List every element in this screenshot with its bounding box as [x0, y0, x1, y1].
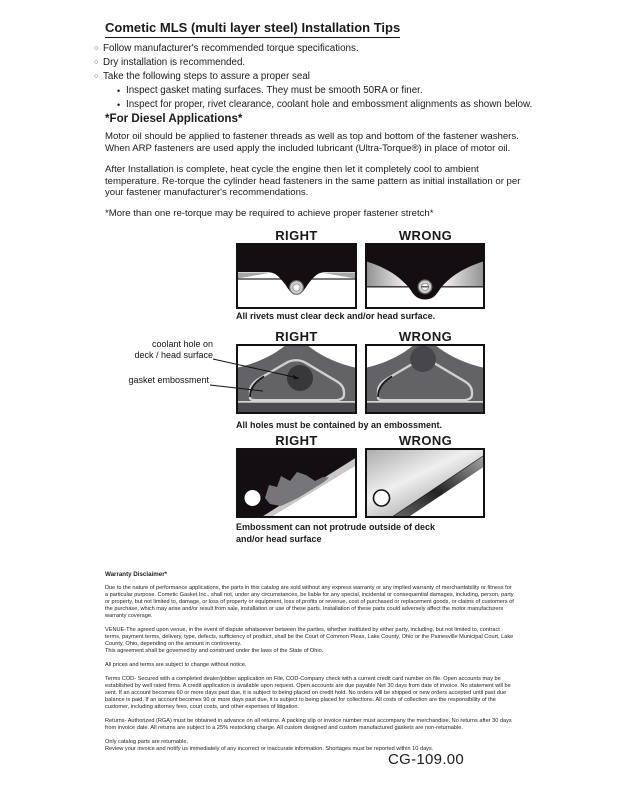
- bolt-hole-icon: [374, 490, 390, 506]
- embossment-protrusion-wrong-icon: [365, 448, 485, 518]
- section-heading: *For Diesel Applications*: [105, 112, 243, 125]
- warranty-paragraph: Terms COD- Secured with a completed dealer/jobber application on File, COD-Company check with a current credit card number on file. Open accounts may be established by well rated firms. A credit application is available upon request. Open accounts are due payable Net 30 days from date of invoice. No statement will be sent. If an account becomes 60 or more days past due, it is subject to being placed on credit hold. No orders will be shipped or new orders accepted until past due balance is paid. If an account becomes 90 or more days past due, it is subject to being placed for collections. All costs of collection are the responsibility of the customer, including attorney fees, court costs, and other expenses of litigation.: [105, 676, 511, 710]
- row3-caption: Embossment can not protrude outside of deck and/or head surface: [236, 522, 436, 544]
- circle-bullet-icon: ○: [94, 73, 99, 80]
- paragraph: Motor oil should be applied to fastener threads as well as top and bottom of the fastener washers. When ARP fasteners are used apply the included lubricant (Ultra-Torque®) in place of motor oil.: [105, 131, 519, 154]
- bolt-hole-icon: [245, 490, 261, 506]
- row2-caption: All holes must be contained by an embossment.: [236, 420, 443, 430]
- right-label: RIGHT: [275, 433, 318, 448]
- list-item-text: Inspect gasket mating surfaces. They must be smooth 50RA or finer.: [126, 85, 423, 96]
- embossment-containment-wrong-diagram: [365, 344, 485, 414]
- row1-caption: All rivets must clear deck and/or head surface.: [236, 311, 436, 321]
- wrong-label: WRONG: [398, 433, 453, 448]
- list-item-text: Take the following steps to assure a proper seal: [103, 71, 310, 82]
- right-label: RIGHT: [275, 228, 318, 243]
- rivet-clearance-right-diagram: [236, 243, 357, 309]
- diesel-applications-section: [105, 113, 529, 230]
- warranty-paragraph: Due to the nature of performance applications, the parts in this catalog are sold without any express warranty or any implied warranty of merchantability or fitness for a particular purpose. Cometic Gasket Inc., shall not, under any circumstances, be liable for any special, incidental or consequential damages, including, person, party or property, but not limited to, damage, or loss of property or equipment, loss of profits or revenue, cost of purchased or replacement goods, or claims of customers of the purchase, which may arise and/or result from sale, installation or use of these parts. Installation of these parts could adversely affect the motor manufacturers warranty coverage.: [105, 585, 514, 619]
- page-title: Cometic MLS (multi layer steel) Installation Tips: [105, 20, 400, 38]
- embossment-protrusion-right-icon: [236, 448, 357, 518]
- sub-list-item: [117, 98, 532, 112]
- list-item: [94, 42, 532, 56]
- circle-bullet-icon: ○: [94, 45, 99, 52]
- list-item: [94, 56, 532, 70]
- warranty-paragraph: This agreement shall be governed by and construed under the laws of the State of Ohio.: [105, 648, 324, 654]
- rivet-clearance-wrong-icon: [365, 243, 485, 309]
- warranty-paragraph: All prices and terms are subject to change without notice.: [105, 662, 247, 668]
- list-item-text: Inspect for proper, rivet clearance, coolant hole and embossment alignments as shown below.: [126, 99, 533, 110]
- paragraph: After Installation is complete, heat cycle the engine then let it completely cool to ambient temperature. Re-torque the cylinder head fasteners in the same pattern as initial installation or per your fastener manufacturer's recommendations.: [105, 164, 521, 199]
- warranty-paragraph: Returns- Authorized (RGA) must be obtained in advance on all returns. A packing slip or invoice number must accompany the merchandise. No returns after 30 days from invoice date. All returns are subject to a 25% restocking charge. All custom designed and custom manufactured gaskets are non-returnable.: [105, 718, 512, 731]
- gasket-embossment-callout: gasket embossment: [128, 375, 209, 385]
- installation-tips-list: [94, 42, 532, 112]
- circle-bullet-icon: ○: [94, 59, 99, 66]
- list-item-text: Dry installation is recommended.: [103, 57, 246, 68]
- embossment-protrusion-right-diagram: [236, 448, 357, 518]
- embossment-protrusion-wrong-diagram: [365, 448, 485, 518]
- coolant-hole-icon: [410, 346, 436, 372]
- warranty-paragraph: Only catalog parts are returnable.: [105, 739, 189, 745]
- list-item: [94, 70, 532, 84]
- warranty-disclaimer-section: [105, 571, 514, 753]
- list-item-text: Follow manufacturer's recommended torque specifications.: [103, 43, 359, 54]
- warranty-heading: Warranty Disclaimer*: [105, 571, 168, 578]
- rivet-clearance-wrong-diagram: [365, 243, 485, 309]
- rivet-clearance-right-icon: [236, 243, 357, 309]
- callout-leader-lines: [118, 336, 318, 400]
- sub-list-item: [117, 84, 532, 98]
- embossment-containment-wrong-icon: [365, 344, 485, 414]
- right-label: RIGHT: [275, 329, 318, 344]
- wrong-label: WRONG: [398, 228, 453, 243]
- wrong-label: WRONG: [398, 329, 453, 344]
- page-number: CG-109.00: [388, 751, 465, 768]
- paragraph: *More than one re-torque may be required to achieve proper fastener stretch*: [105, 208, 434, 220]
- warranty-paragraph: Review your invoice and notify us immediately of any incorrect or inaccurate information. Shortages must be reported within 10 days.: [105, 746, 434, 752]
- dot-bullet-icon: •: [117, 86, 121, 96]
- coolant-hole-callout: coolant hole on deck / head surface: [134, 339, 213, 360]
- warranty-paragraph: VENUE-The agreed upon venue, in the event of dispute whatsoever between the parties, whether instituted by either party, including, but not limited to, contract terms, payment terms, delivery, type, defects, sufficiency of product, shall be the Court of Common Pleas, Lake County, Ohio or the Painesville Municipal Court, Lake County, Ohio, depending on the amount in controversy.: [105, 627, 514, 647]
- dot-bullet-icon: •: [117, 100, 121, 110]
